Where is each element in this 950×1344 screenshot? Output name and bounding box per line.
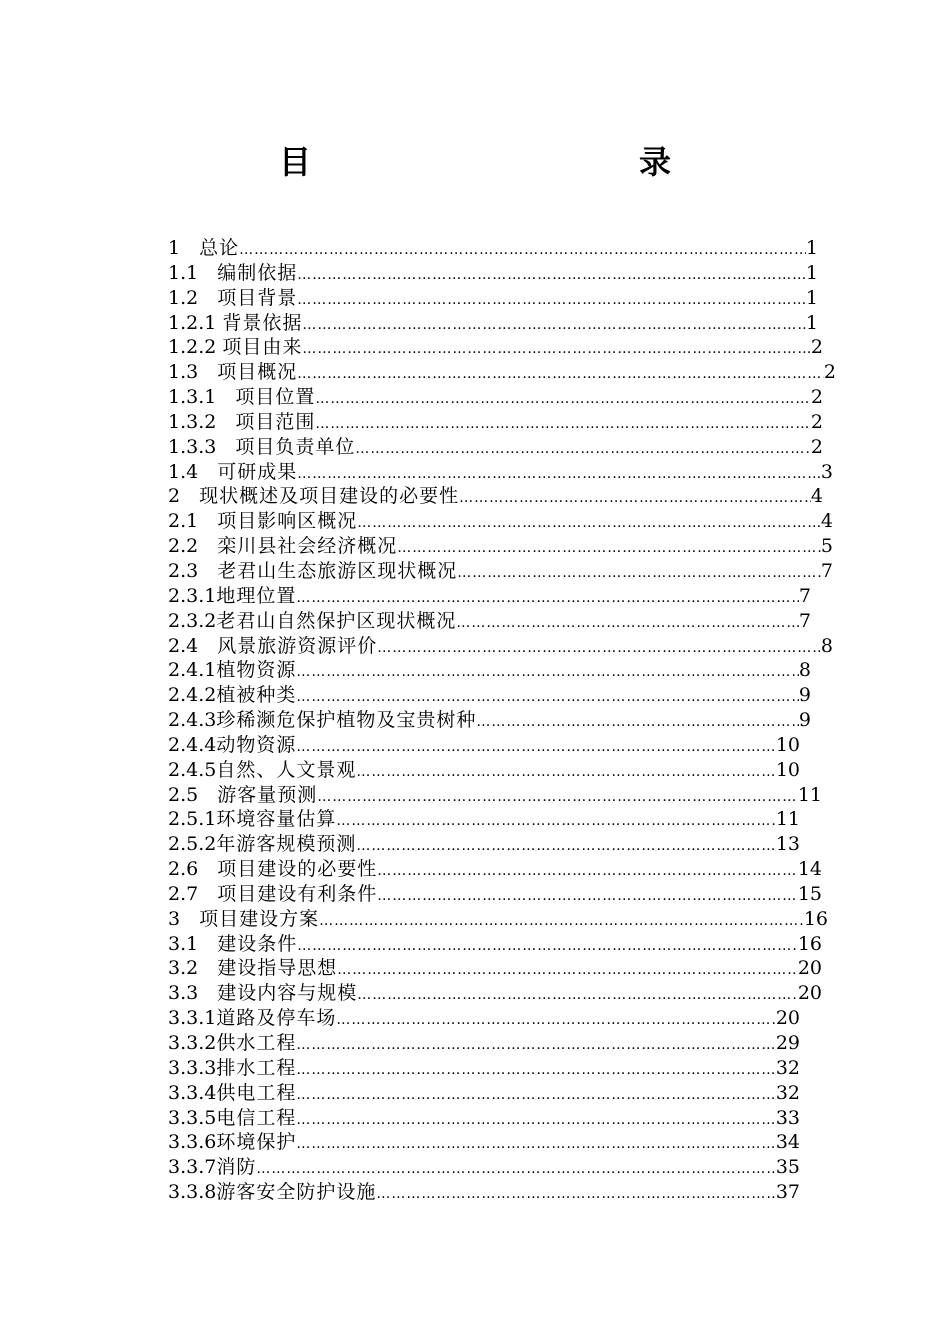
toc-entry[interactable] [168, 1081, 800, 1106]
toc-entry-number: 2 [168, 485, 181, 508]
toc-entry-number: 2.5.1 [168, 808, 217, 831]
toc-entry-number: 2.3.2 [168, 609, 217, 632]
toc-entry-number: 3.3.2 [168, 1032, 217, 1054]
toc-entry-number: 1.4 [168, 460, 199, 483]
toc-entry[interactable] [168, 1106, 800, 1131]
toc-entry[interactable] [168, 286, 818, 311]
toc-entry[interactable] [168, 1031, 800, 1056]
toc-entry[interactable] [168, 956, 822, 981]
toc-entry[interactable] [168, 932, 822, 957]
toc-dot-leader [376, 1182, 775, 1207]
toc-entry-spacer [180, 236, 199, 261]
toc-entry-number: 3.3.3 [168, 1056, 217, 1079]
toc-entry-page-number: 10 [775, 733, 800, 756]
toc-entry-number: 1.2 [168, 286, 199, 309]
toc-entry-spacer [180, 484, 199, 509]
toc-entry-page-number: 34 [775, 1131, 800, 1154]
toc-dot-leader [357, 511, 821, 536]
toc-entry-number: 1 [168, 237, 181, 259]
toc-entry-spacer [198, 783, 217, 808]
toc-entry-number: 1.2.2 [168, 336, 217, 359]
toc-entry-title: 项目影响区概况 [217, 510, 358, 533]
toc-dot-leader [296, 1083, 775, 1108]
toc-entry-title: 道路及停车场 [216, 1007, 337, 1030]
toc-dot-leader [296, 1033, 775, 1058]
toc-entry[interactable] [168, 758, 800, 783]
toc-entry[interactable] [168, 435, 823, 460]
toc-entry-page-number: 32 [775, 1056, 800, 1079]
toc-entry-title: 年游客规模预测 [216, 833, 357, 856]
toc-entry-page-number: 9 [798, 684, 811, 707]
toc-dot-leader [319, 909, 804, 934]
toc-entry-title: 建设内容与规模 [217, 982, 358, 1005]
toc-dot-leader [297, 263, 806, 288]
toc-entry-title: 动物资源 [216, 733, 297, 756]
toc-entry-number: 3.1 [168, 932, 199, 955]
toc-entry-page-number: 5 [820, 535, 833, 558]
toc-dot-leader [297, 462, 821, 487]
toc-entry-page-number: 16 [803, 907, 828, 930]
toc-entry-number: 2.5.2 [168, 833, 217, 856]
toc-entry-title: 项目建设的必要性 [217, 858, 378, 881]
toc-entry-number: 3.3.8 [168, 1181, 217, 1204]
toc-entry-page-number: 7 [798, 609, 811, 632]
toc-entry-title: 游客量预测 [217, 783, 318, 806]
toc-entry-number: 2.4.1 [168, 659, 217, 682]
toc-entry-spacer [216, 435, 235, 460]
toc-entry-page-number: 11 [797, 783, 822, 806]
toc-entry[interactable] [168, 1155, 800, 1180]
toc-entry-page-number: 7 [820, 559, 833, 582]
toc-entry-title: 建设条件 [217, 932, 298, 955]
toc-entry-spacer [198, 981, 217, 1006]
toc-entry[interactable] [168, 385, 823, 410]
toc-entry-title: 编制依据 [217, 261, 298, 284]
toc-entry-spacer [198, 286, 217, 311]
toc-entry[interactable] [168, 857, 822, 882]
toc-dot-leader [296, 1108, 775, 1133]
toc-entry[interactable] [168, 410, 823, 435]
page-title: 目 录 [278, 143, 759, 181]
toc-entry-number: 2.4.3 [168, 709, 217, 732]
toc-entry-page-number: 1 [805, 311, 818, 334]
toc-entry[interactable] [168, 360, 836, 385]
toc-entry-title: 植被种类 [216, 684, 297, 707]
toc-entry-page-number: 1 [805, 261, 818, 284]
toc-dot-leader [336, 809, 775, 834]
toc-dot-leader [297, 362, 824, 387]
toc-entry-number: 1.1 [168, 261, 199, 284]
toc-dot-leader [302, 337, 810, 362]
toc-entry-title: 老君山自然保护区现状概况 [216, 609, 457, 632]
toc-dot-leader [296, 735, 775, 760]
toc-entry-page-number: 20 [775, 1007, 800, 1030]
toc-entry[interactable] [168, 460, 833, 485]
toc-entry-page-number: 20 [797, 957, 822, 980]
toc-dot-leader [457, 561, 821, 586]
toc-entry-title: 项目背景 [217, 286, 298, 309]
toc-entry[interactable] [168, 882, 822, 907]
toc-entry[interactable] [168, 1056, 800, 1081]
toc-entry-title: 风景旅游资源评价 [217, 634, 378, 657]
toc-entry-number: 2.4.2 [168, 684, 217, 707]
toc-entry-title: 总论 [199, 237, 240, 259]
toc-dot-leader [296, 685, 799, 710]
toc-entry[interactable] [168, 534, 833, 559]
toc-dot-leader [476, 710, 799, 735]
toc-entry-page-number: 2 [810, 386, 823, 409]
toc-entry-spacer [198, 509, 217, 534]
toc-entry-number: 3.3.4 [168, 1081, 217, 1104]
table-of-contents [168, 236, 848, 1205]
toc-entry-title: 背景依据 [222, 311, 303, 334]
toc-entry-page-number: 1 [805, 237, 818, 259]
toc-entry-page-number: 11 [775, 808, 800, 831]
toc-entry[interactable] [168, 783, 822, 808]
toc-dot-leader [336, 1008, 775, 1033]
toc-entry[interactable] [168, 634, 833, 659]
toc-entry-title: 环境容量估算 [216, 808, 337, 831]
toc-entry[interactable] [168, 907, 828, 932]
toc-entry-spacer [198, 634, 217, 659]
toc-entry-page-number: 20 [797, 982, 822, 1005]
toc-entry-page-number: 29 [775, 1032, 800, 1054]
toc-entry-title: 供电工程 [216, 1081, 297, 1104]
toc-entry-title: 老君山生态旅游区现状概况 [217, 559, 458, 582]
toc-entry-spacer [198, 559, 217, 584]
toc-entry-page-number: 13 [775, 833, 800, 856]
toc-entry-title: 地理位置 [216, 584, 297, 607]
toc-dot-leader [377, 884, 798, 909]
toc-entry[interactable] [168, 236, 818, 261]
toc-entry-number: 3.2 [168, 957, 199, 980]
toc-dot-leader [296, 1058, 775, 1083]
toc-dot-leader [356, 834, 775, 859]
toc-dot-leader [456, 611, 799, 636]
toc-entry-number: 3.3.1 [168, 1007, 217, 1030]
toc-entry-spacer [198, 460, 217, 485]
toc-entry-title: 可研成果 [217, 460, 298, 483]
toc-entry[interactable] [168, 261, 818, 286]
toc-entry[interactable] [168, 484, 823, 509]
toc-entry-title: 自然、人文景观 [216, 758, 357, 781]
toc-entry-title: 环境保护 [216, 1131, 297, 1154]
toc-entry-number: 1.3.1 [168, 386, 217, 409]
toc-entry-page-number: 7 [798, 584, 811, 607]
toc-dot-leader [256, 1157, 775, 1182]
toc-entry-page-number: 2 [810, 410, 823, 433]
toc-entry-title: 电信工程 [216, 1106, 297, 1129]
toc-entry-page-number: 2 [823, 361, 836, 384]
toc-entry[interactable] [168, 1130, 800, 1155]
toc-entry-page-number: 32 [775, 1081, 800, 1104]
toc-entry-title: 植物资源 [216, 659, 297, 682]
toc-entry-title: 项目由来 [222, 336, 303, 359]
toc-entry-title: 消防 [216, 1156, 257, 1179]
toc-entry-number: 2.7 [168, 882, 199, 905]
toc-dot-leader [357, 983, 798, 1008]
toc-entry-number: 3 [168, 907, 181, 930]
toc-entry-spacer [198, 360, 217, 385]
toc-entry-spacer [198, 882, 217, 907]
toc-entry-number: 2.4.4 [168, 733, 217, 756]
toc-dot-leader [356, 760, 775, 785]
toc-entry-title: 供水工程 [216, 1032, 297, 1054]
toc-entry-number: 1.3 [168, 361, 199, 384]
toc-entry-number: 3.3 [168, 982, 199, 1005]
toc-entry-number: 3.3.5 [168, 1106, 217, 1129]
toc-entry[interactable] [168, 311, 818, 336]
toc-entry-page-number: 16 [797, 932, 822, 955]
toc-entry-title: 项目建设方案 [199, 907, 320, 930]
toc-entry-page-number: 15 [797, 882, 822, 905]
toc-entry[interactable] [168, 559, 833, 584]
toc-entry-page-number: 35 [775, 1156, 800, 1179]
toc-dot-leader [397, 536, 821, 561]
toc-entry-number: 2.2 [168, 535, 199, 558]
toc-entry-number: 2.3.1 [168, 584, 217, 607]
toc-dot-leader [296, 660, 799, 685]
toc-entry-page-number: 8 [820, 634, 833, 657]
toc-entry-number: 1.2.1 [168, 311, 217, 334]
toc-entry-spacer [198, 534, 217, 559]
toc-entry-spacer [198, 857, 217, 882]
toc-entry[interactable] [168, 609, 811, 634]
toc-entry-number: 2.3 [168, 559, 199, 582]
toc-entry-number: 2.1 [168, 510, 199, 533]
toc-entry-title: 游客安全防护设施 [216, 1181, 377, 1204]
toc-entry-page-number: 4 [810, 485, 823, 508]
toc-entry-title: 排水工程 [216, 1056, 297, 1079]
toc-entry[interactable] [168, 1006, 800, 1031]
toc-entry[interactable] [168, 807, 800, 832]
toc-entry-title: 珍稀濒危保护植物及宝贵树种 [216, 709, 477, 732]
toc-entry-number: 3.3.7 [168, 1156, 217, 1179]
toc-entry-number: 2.4.5 [168, 758, 217, 781]
toc-dot-leader [317, 785, 798, 810]
toc-entry[interactable] [168, 584, 811, 609]
toc-dot-leader [315, 387, 811, 412]
toc-entry-page-number: 9 [798, 709, 811, 732]
toc-entry[interactable] [168, 1180, 800, 1205]
toc-entry-number: 2.4 [168, 634, 199, 657]
toc-dot-leader [377, 636, 821, 661]
toc-dot-leader [296, 586, 799, 611]
toc-entry[interactable] [168, 509, 833, 534]
toc-entry-page-number: 37 [775, 1181, 800, 1204]
toc-dot-leader [239, 238, 806, 263]
toc-entry-title: 项目范围 [235, 410, 316, 433]
toc-entry-title: 栾川县社会经济概况 [217, 535, 398, 558]
toc-entry-number: 3.3.6 [168, 1131, 217, 1154]
toc-dot-leader [337, 958, 798, 983]
toc-entry-title: 项目位置 [235, 386, 316, 409]
toc-entry-page-number: 2 [810, 336, 823, 359]
toc-entry-number: 2.5 [168, 783, 199, 806]
toc-dot-leader [459, 486, 811, 511]
toc-entry[interactable] [168, 658, 811, 683]
toc-entry[interactable] [168, 981, 822, 1006]
toc-entry-page-number: 3 [820, 460, 833, 483]
toc-entry-spacer [198, 261, 217, 286]
toc-entry-spacer [180, 907, 199, 932]
toc-entry-title: 建设指导思想 [217, 957, 338, 980]
toc-entry[interactable] [168, 683, 811, 708]
toc-entry[interactable] [168, 733, 800, 758]
toc-entry-spacer [216, 410, 235, 435]
toc-entry-title: 项目概况 [217, 361, 298, 384]
toc-entry-page-number: 1 [805, 286, 818, 309]
toc-dot-leader [302, 313, 805, 338]
toc-entry-title: 项目负责单位 [235, 435, 356, 458]
toc-entry[interactable] [168, 832, 800, 857]
toc-dot-leader [297, 288, 806, 313]
toc-entry-title: 现状概述及项目建设的必要性 [199, 485, 460, 508]
toc-entry-spacer [198, 956, 217, 981]
toc-entry-title: 项目建设有利条件 [217, 882, 378, 905]
toc-entry-number: 2.6 [168, 858, 199, 881]
toc-entry-page-number: 2 [810, 435, 823, 458]
toc-entry[interactable] [168, 335, 823, 360]
toc-dot-leader [315, 412, 811, 437]
toc-entry-spacer [216, 385, 235, 410]
toc-entry-page-number: 8 [798, 659, 811, 682]
toc-entry-number: 1.3.3 [168, 435, 217, 458]
toc-dot-leader [355, 437, 811, 462]
toc-entry-page-number: 33 [775, 1106, 800, 1129]
toc-dot-leader [296, 1132, 775, 1157]
toc-dot-leader [377, 859, 798, 884]
toc-entry-page-number: 14 [797, 858, 822, 881]
toc-entry[interactable] [168, 708, 811, 733]
toc-entry-number: 1.3.2 [168, 410, 217, 433]
toc-entry-spacer [198, 932, 217, 957]
toc-entry-page-number: 4 [820, 510, 833, 533]
toc-entry-page-number: 10 [775, 758, 800, 781]
toc-dot-leader [297, 934, 798, 959]
